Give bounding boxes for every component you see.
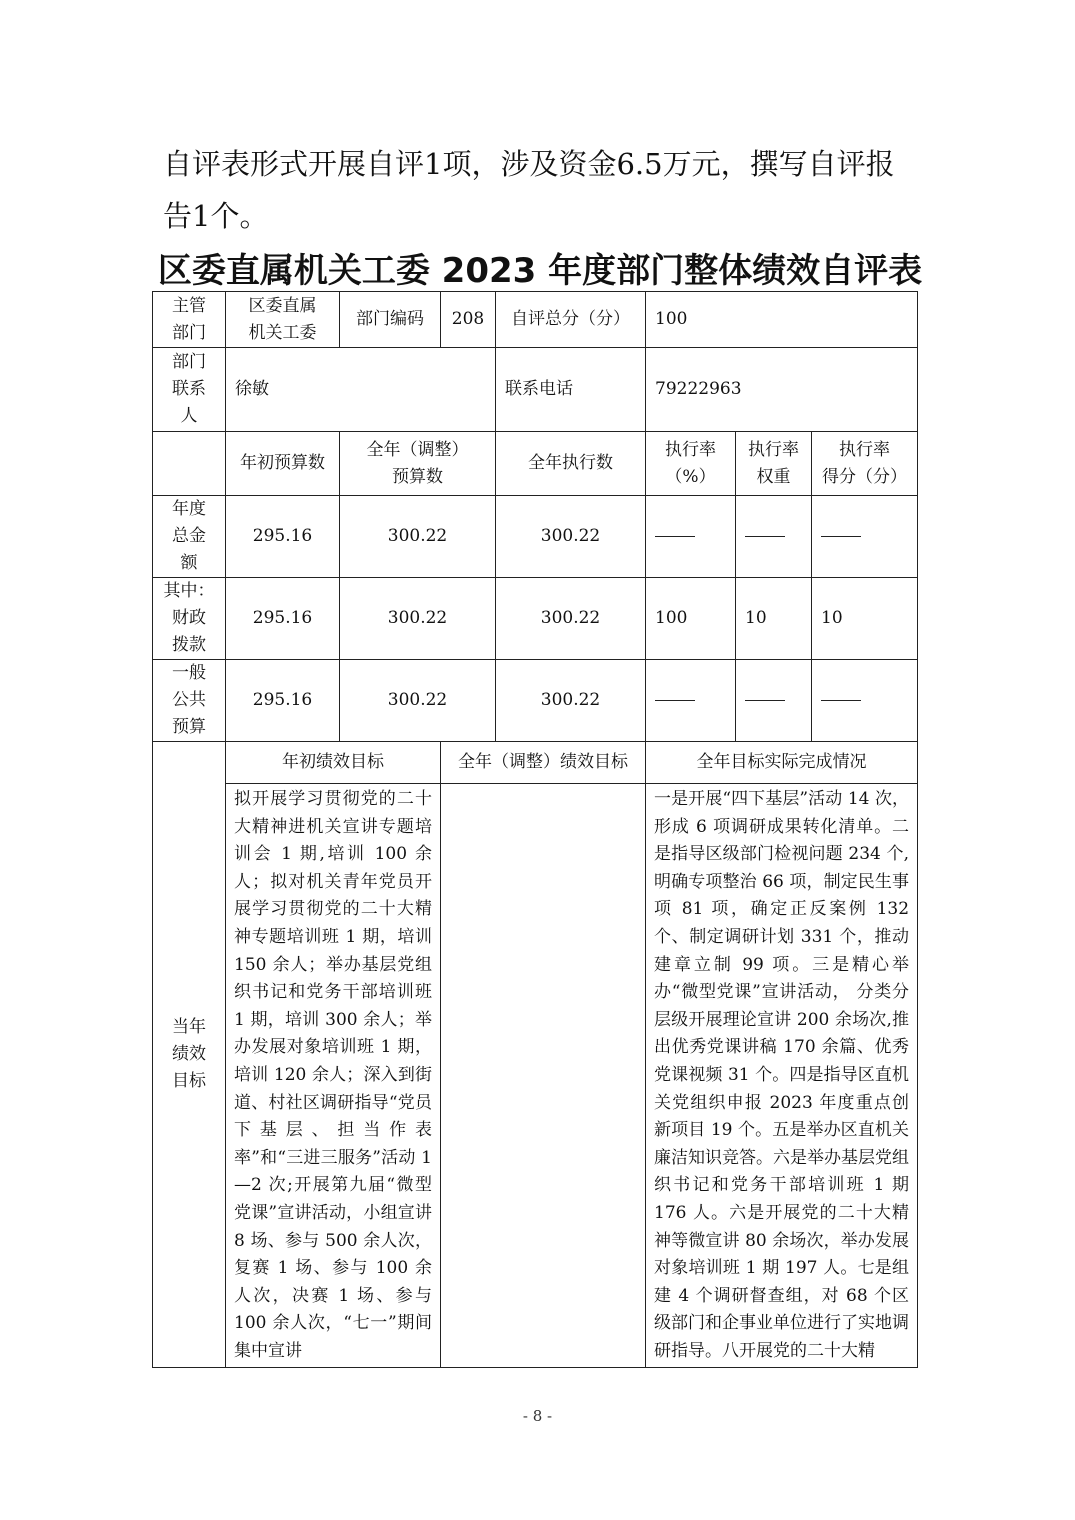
- phone-value: 79222963: [646, 348, 918, 432]
- rate-score-value: 10: [812, 578, 918, 660]
- dash-mark: [655, 700, 695, 701]
- row-label: 年度 总金 额: [153, 496, 226, 578]
- dash-mark: [745, 700, 785, 701]
- row-label: 其中： 财政 拨款: [153, 578, 226, 660]
- dash-mark: [655, 536, 695, 537]
- rate-dash: [646, 496, 736, 578]
- header-execution-rate: 执行率 （%）: [646, 432, 736, 496]
- header-adjusted-goal: 全年（调整）绩效目标: [441, 742, 646, 784]
- empty-cell: [153, 432, 226, 496]
- initial-goal-text: 拟开展学习贯彻党的二十大精神进机关宣讲专题培训会 1 期,培训 100 余人；拟对机关青年党员开展学习贯彻党的二十大精神专题培训班 1 期，培训 150 余人；举办基层党组织书记和党务干部培训班 1 期，培训 300 余人；举办发展对象培训班 1 期，培训 120 余人；深入到街道、村社区调研指导“党员下基层、担当作表率”和“三进三服务”活动 1—2 次;开展第九届“微型党课”宣讲活动，小组宣讲 8 场、参与 500 余人次，复赛 1 场、参与 100 余人次，决赛 1 场、参与 100 余人次，“七一”期间集中宣讲: [226, 784, 441, 1368]
- contact-label: 部门 联系 人: [153, 348, 226, 432]
- adjusted-budget-value: 300.22: [340, 496, 496, 578]
- info-row-dept: [153, 292, 918, 348]
- execution-rate-value: 100: [646, 578, 736, 660]
- score-label: 自评总分（分）: [496, 292, 646, 348]
- header-initial-goal: 年初绩效目标: [226, 742, 441, 784]
- budget-row-fiscal: [153, 578, 918, 660]
- header-initial-budget: 年初预算数: [226, 432, 340, 496]
- initial-budget-value: 295.16: [226, 660, 340, 742]
- dash-mark: [821, 536, 861, 537]
- budget-header-row: [153, 432, 918, 496]
- executed-value: 300.22: [496, 660, 646, 742]
- adjusted-budget-value: 300.22: [340, 578, 496, 660]
- goals-row-label: 当年 绩效 目标: [153, 742, 226, 1368]
- rate-dash: [646, 660, 736, 742]
- budget-row-total: [153, 496, 918, 578]
- row-label: 一般 公共 预算: [153, 660, 226, 742]
- code-label: 部门编码: [340, 292, 441, 348]
- rate-weight-value: 10: [736, 578, 812, 660]
- budget-row-public: [153, 660, 918, 742]
- dept-value: 区委直属 机关工委: [226, 292, 340, 348]
- adjusted-budget-value: 300.22: [340, 660, 496, 742]
- executed-value: 300.22: [496, 578, 646, 660]
- score-value: 100: [646, 292, 918, 348]
- goals-content-row: [153, 784, 918, 1368]
- weight-dash: [736, 496, 812, 578]
- performance-table: [152, 291, 918, 1368]
- adjusted-goal-text: [441, 784, 646, 1368]
- header-rate-score: 执行率 得分（分）: [812, 432, 918, 496]
- page-number: - 8 -: [522, 1407, 553, 1425]
- header-adjusted-budget: 全年（调整） 预算数: [340, 432, 496, 496]
- intro-paragraph: 自评表形式开展自评1项，涉及资金6.5万元，撰写自评报告1个。: [163, 147, 895, 233]
- initial-budget-value: 295.16: [226, 578, 340, 660]
- header-executed: 全年执行数: [496, 432, 646, 496]
- dash-mark: [821, 700, 861, 701]
- header-actual-completion: 全年目标实际完成情况: [646, 742, 918, 784]
- actual-completion-text: 一是开展“四下基层”活动 14 次，形成 6 项调研成果转化清单。二是指导区级部门检视问题 234 个,明确专项整治 66 项，制定民生事项 81 项，确定正反案例 132 个、制定调研计划 331 个，推动建章立制 99 项。三是精心举办“微型党课”宣讲活动， 分类分层级开展理论宣讲 200 余场次,推出优秀党课讲稿 170 余篇、优秀党课视频 31 个。四是指导区直机关党组织申报 2023 年度重点创新项目 19 个。五是举办区直机关廉洁知识竞答。六是举办基层党组织书记和党务干部培训班 1 期 176 人。六是开展党的二十大精神等微宣讲 80 余场次，举办发展对象培训班 1 期 197 人。七是组建 4 个调研督查组，对 68 个区级部门和企事业单位进行了实地调研指导。八开展党的二十大精: [646, 784, 918, 1368]
- executed-value: 300.22: [496, 496, 646, 578]
- info-row-contact: [153, 348, 918, 432]
- contact-value: 徐敏: [226, 348, 496, 432]
- goals-header-row: [153, 742, 918, 784]
- weight-dash: [736, 660, 812, 742]
- code-value: 208: [441, 292, 496, 348]
- phone-label: 联系电话: [496, 348, 646, 432]
- header-rate-weight: 执行率 权重: [736, 432, 812, 496]
- dash-mark: [745, 536, 785, 537]
- dept-label: 主管 部门: [153, 292, 226, 348]
- initial-budget-value: 295.16: [226, 496, 340, 578]
- table-title: 区委直属机关工委 2023 年度部门整体绩效自评表: [157, 251, 923, 291]
- score-dash: [812, 660, 918, 742]
- score-dash: [812, 496, 918, 578]
